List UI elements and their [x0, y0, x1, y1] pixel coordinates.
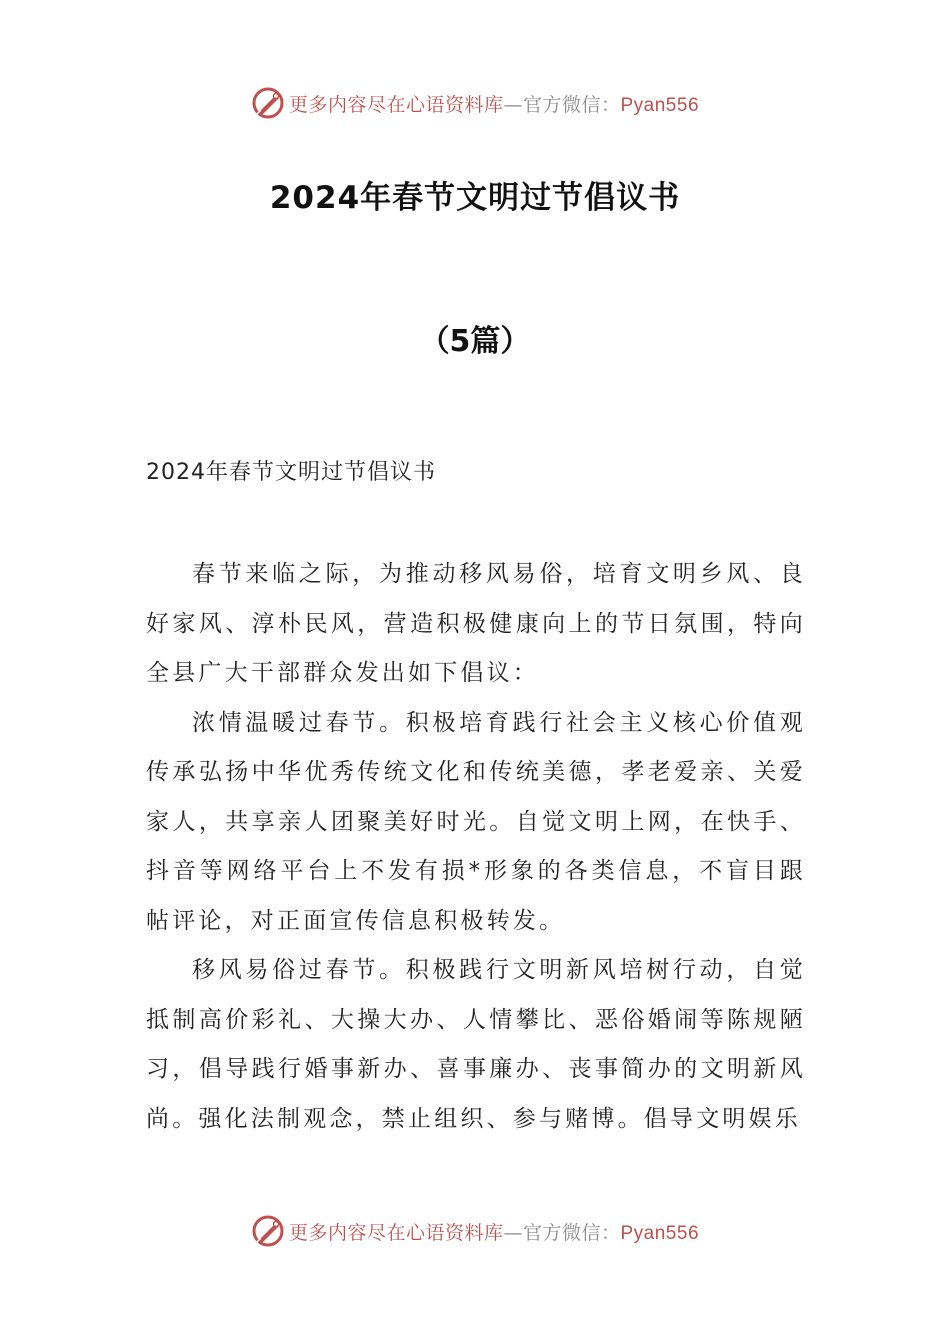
document-body [146, 550, 806, 1144]
watermark-banner-bottom [0, 1211, 950, 1251]
watermark-id: Pyan556 [620, 94, 700, 116]
watermark-dash: — [503, 93, 523, 116]
document-subtitle: （5篇） [419, 324, 531, 359]
pen-logo-icon [251, 1214, 285, 1248]
paragraph: 移风易俗过春节。积极践行文明新风培树行动，自觉抵制高价彩礼、大操大办、人情攀比、恶俗婚闹等陈规陋习，倡导践行婚事新办、喜事廉办、丧事简办的文明新风尚。强化法制观念，禁止组织、参与赌博。倡导文明娱乐 [146, 957, 806, 1132]
watermark-id: Pyan556 [620, 1222, 700, 1244]
watermark-main: 更多内容尽在心语资料库 [288, 93, 504, 116]
paragraph: 浓情温暖过春节。积极培育践行社会主义核心价值观传承弘扬中华优秀传统文化和传统美德，孝老爱亲、关爱家人，共享亲人团聚美好时光。自觉文明上网，在快手、抖音等网络平台上不发有损*形象的各类信息，不盲目跟帖评论，对正面宣传信息积极转发。 [146, 709, 806, 934]
watermark-main: 更多内容尽在心语资料库 [288, 1221, 504, 1244]
watermark-banner-top [0, 83, 950, 123]
watermark-label: 官方微信： [522, 93, 621, 116]
document-title: 2024年春节文明过节倡议书 [269, 180, 681, 216]
section-heading: 2024年春节文明过节倡议书 [146, 460, 436, 485]
watermark-dash: — [503, 1221, 523, 1244]
watermark-text [289, 90, 699, 117]
watermark-text [289, 1218, 699, 1245]
pen-logo-icon [251, 86, 285, 120]
watermark-label: 官方微信： [522, 1221, 621, 1244]
paragraph: 春节来临之际，为推动移风易俗，培育文明乡风、良好家风、淳朴民风，营造积极健康向上的节日氛围，特向全县广大干部群众发出如下倡议： [146, 561, 806, 686]
